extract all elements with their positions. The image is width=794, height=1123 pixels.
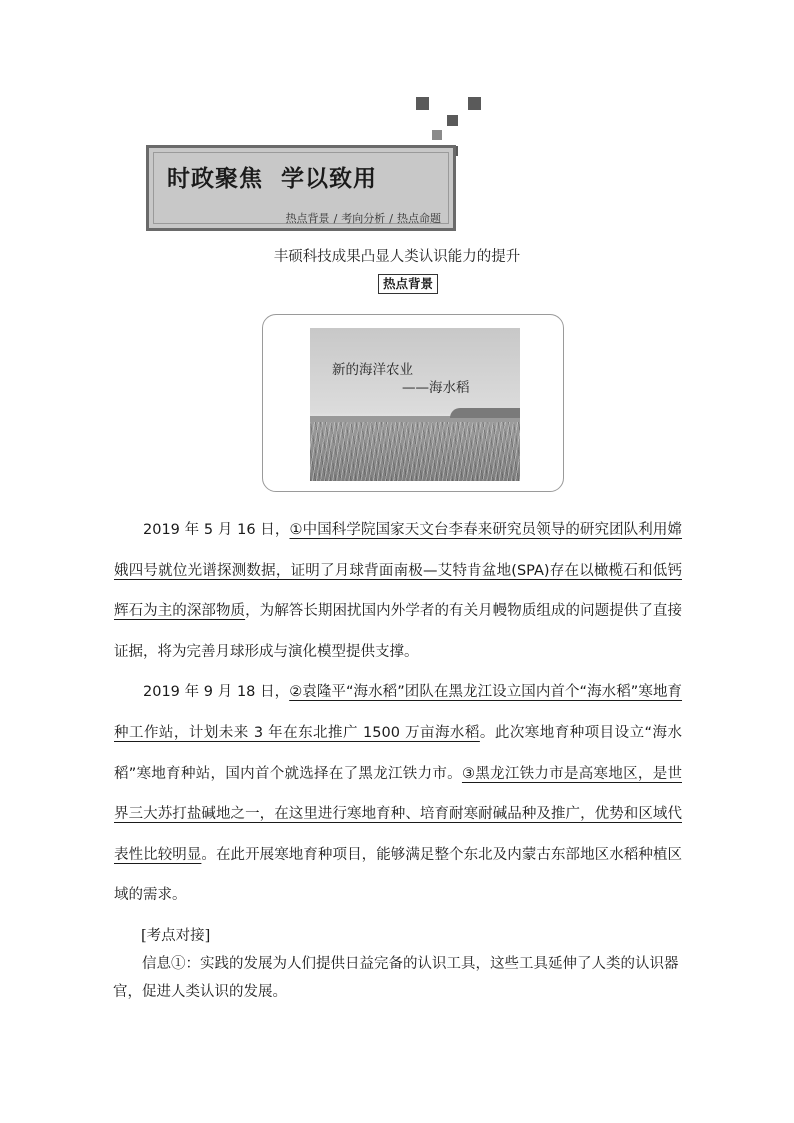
banner-sub-separator: / xyxy=(333,212,338,225)
article-body xyxy=(114,510,682,916)
paragraph-lead: 2019 年 5 月 16 日， xyxy=(143,522,290,538)
photo-hill xyxy=(450,408,520,418)
banner-sub-item: 考向分析 xyxy=(341,212,386,225)
exam-points-tag: [考点对接] xyxy=(141,928,211,944)
section-label: 热点背景 xyxy=(378,274,438,294)
underlined-text: ③黑龙江铁力市是高寒地区，是世界三大苏打盐碱地之一，在这里进行寒地育种、培育耐寒耐碱品种及推广，优势和区域代表性比较明显 xyxy=(114,765,682,863)
decorative-square xyxy=(432,130,442,140)
paragraph-text: ，为解答长期困扰国内外学者的有关月幔物质组成的问题提供了直接证据，将为完善月球形成与演化模型提供支撑。 xyxy=(114,603,682,660)
rice-field-photo xyxy=(310,328,520,481)
banner-subtitle xyxy=(286,210,441,226)
exam-point-info: 信息①：实践的发展为人们提供日益完备的认识工具，这些工具延伸了人类的认识器官，促进人类认识的发展。 xyxy=(113,956,679,1000)
photo-caption-line1: 新的海洋农业 xyxy=(332,362,413,378)
banner-title: 时政聚焦 学以致用 xyxy=(167,166,378,192)
paragraph-text: 。在此开展寒地育种项目，能够满足整个东北及内蒙古东部地区水稻种植区域的需求。 xyxy=(114,846,683,904)
article-title: 丰硕科技成果凸显人类认识能力的提升 xyxy=(273,249,521,265)
photo-caption-line2: ——海水稻 xyxy=(402,380,470,396)
decorative-square xyxy=(416,97,429,110)
photo-field xyxy=(310,422,520,481)
decorative-square xyxy=(468,97,481,110)
paragraph xyxy=(114,672,682,916)
decorative-square xyxy=(447,115,458,126)
exam-points xyxy=(113,922,687,1006)
paragraph-text: 。此次寒地育种项目设立“海水稻”寒地育种站，国内首个就选择在了黑龙江铁力市。 xyxy=(114,724,683,782)
photo-frame xyxy=(262,314,564,492)
section-banner xyxy=(146,145,456,231)
underlined-text: ②袁隆平“海水稻”团队在黑龙江设立国内首个“海水稻”寒地育种工作站，计划未来 3 年在东北推广 1500 万亩海水稻 xyxy=(114,684,683,741)
banner-sub-item: 热点背景 xyxy=(285,212,330,225)
banner-sub-separator: / xyxy=(389,212,393,225)
banner-sub-item: 热点命题 xyxy=(397,212,441,225)
paragraph xyxy=(114,510,682,672)
paragraph-lead: 2019 年 9 月 18 日， xyxy=(143,684,290,701)
underlined-text: ①中国科学院国家天文台李春来研究员领导的研究团队利用嫦娥四号就位光谱探测数据，证明了月球背面南极—艾特肯盆地(SPA)存在以橄榄石和低钙辉石为主的深部物质 xyxy=(114,522,683,620)
